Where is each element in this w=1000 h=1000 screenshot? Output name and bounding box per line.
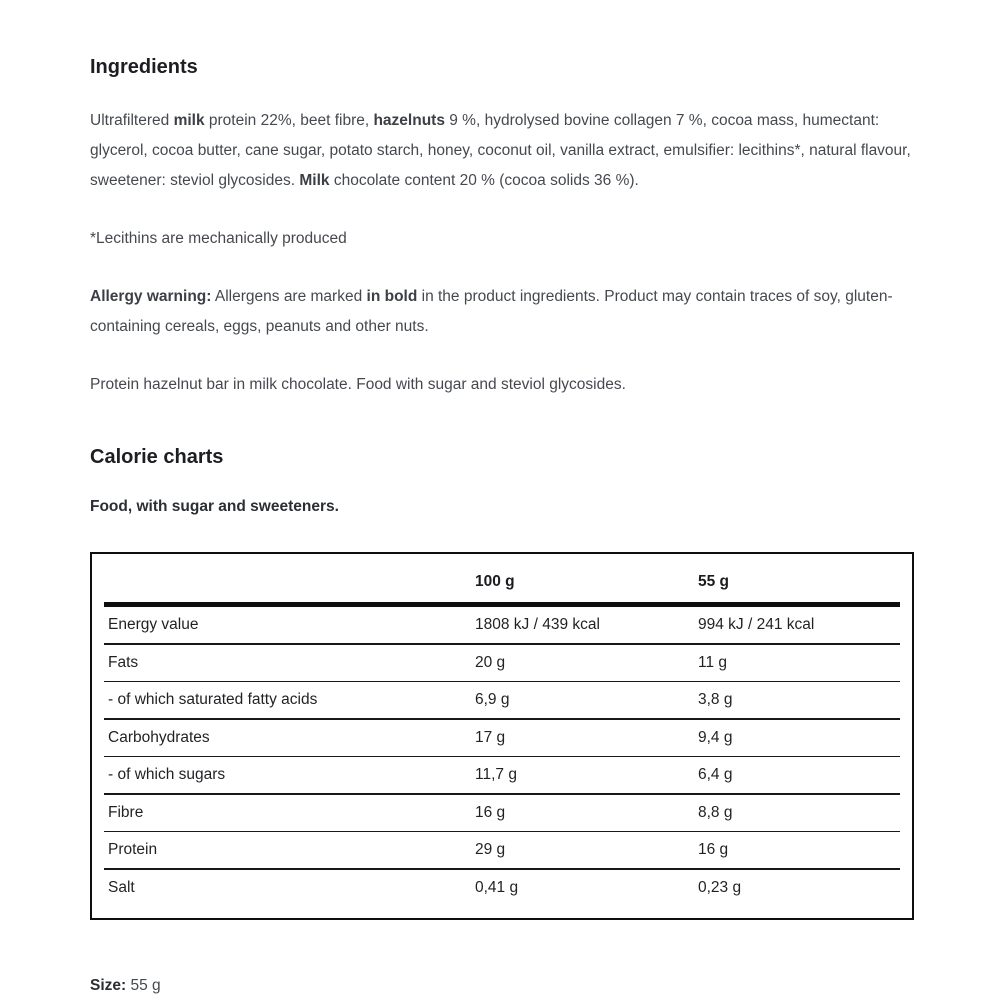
row-label: Fats: [108, 653, 139, 671]
row-value-100g: 17 g: [475, 728, 506, 746]
row-label: Fibre: [108, 803, 144, 821]
row-value-55g: 6,4 g: [698, 766, 733, 783]
table-row: [92, 607, 912, 643]
row-value-100g: 6,9 g: [475, 691, 510, 708]
row-value-100g: 16 g: [475, 803, 506, 821]
table-row: [92, 757, 912, 793]
calorie-charts-subtitle: Food, with sugar and sweeteners.: [90, 498, 339, 515]
row-label: Salt: [108, 878, 135, 896]
row-value-100g: 1808 kJ / 439 kcal: [475, 616, 600, 633]
row-label: Energy value: [108, 616, 199, 633]
row-label: - of which sugars: [108, 766, 226, 783]
row-value-55g: 0,23 g: [698, 878, 742, 896]
calorie-charts-heading: Calorie charts: [90, 446, 224, 468]
row-value-100g: 11,7 g: [475, 766, 517, 783]
row-value-100g: 20 g: [475, 653, 506, 671]
table-row: [92, 832, 912, 868]
lecithins-note: *Lecithins are mechanically produced: [90, 230, 347, 247]
table-row: [92, 795, 912, 831]
row-value-55g: 16 g: [698, 841, 729, 858]
header-55g: 55 g: [698, 573, 730, 590]
row-label: Protein: [108, 841, 158, 858]
ingredients-paragraph: Ultrafiltered milk protein 22%, beet fibre, hazelnuts 9 %, hydrolysed bovine collagen 7 %, cocoa mass, humectant: glycerol, cocoa butter, cane sugar, potato starch, honey, coconut oil, vanilla extract, emulsifier: lecithins*, natural flavour, sweetener: steviol glycosides. Milk chocolate content 20 % (cocoa solids 36 %).: [90, 112, 911, 189]
row-label: - of which saturated fatty acids: [108, 691, 318, 708]
row-value-55g: 994 kJ / 241 kcal: [698, 616, 815, 633]
table-row: [92, 720, 912, 756]
size-line: Size: 55 g: [90, 976, 161, 994]
header-100g: 100 g: [475, 573, 515, 590]
nutrition-table-header: [92, 554, 912, 602]
table-row: [92, 645, 912, 681]
allergy-warning-paragraph: Allergy warning: Allergens are marked in bold in the product ingredients. Product may contain traces of soy, gluten-containing cereals, eggs, peanuts and other nuts.: [90, 288, 893, 335]
row-value-100g: 0,41 g: [475, 878, 519, 896]
row-value-55g: 11 g: [698, 653, 728, 671]
row-value-55g: 3,8 g: [698, 691, 733, 708]
row-label: Carbohydrates: [108, 728, 210, 746]
product-description: Protein hazelnut bar in milk chocolate. Food with sugar and steviol glycosides.: [90, 376, 626, 393]
row-value-55g: 8,8 g: [698, 803, 733, 821]
table-row: [92, 870, 912, 906]
table-row: [92, 682, 912, 718]
nutrition-table: [90, 552, 914, 920]
ingredients-heading: Ingredients: [90, 56, 198, 78]
row-value-55g: 9,4 g: [698, 728, 733, 746]
row-value-100g: 29 g: [475, 841, 506, 858]
